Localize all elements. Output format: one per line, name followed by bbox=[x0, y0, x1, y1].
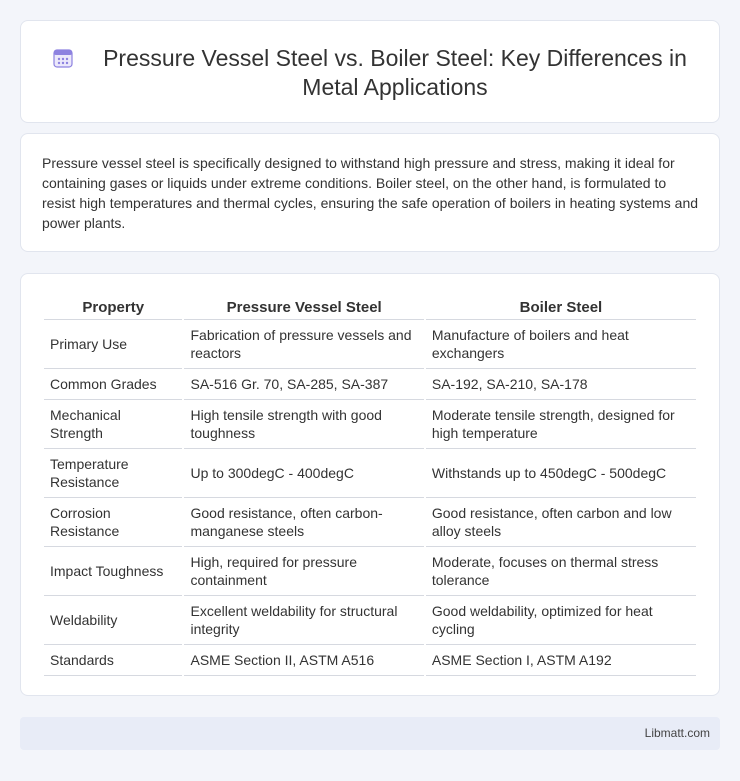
pressure-vessel-cell: High, required for pressure containment bbox=[184, 547, 423, 596]
boiler-cell: Moderate, focuses on thermal stress tolerance bbox=[426, 547, 696, 596]
boiler-cell: Good resistance, often carbon and low alloy steels bbox=[426, 498, 696, 547]
title-card bbox=[20, 20, 720, 123]
table-row bbox=[44, 547, 696, 596]
pressure-vessel-cell: Up to 300degC - 400degC bbox=[184, 449, 423, 498]
table-row bbox=[44, 498, 696, 547]
boiler-cell: Moderate tensile strength, designed for high temperature bbox=[426, 400, 696, 449]
table-row bbox=[44, 645, 696, 676]
pressure-vessel-cell: High tensile strength with good toughness bbox=[184, 400, 423, 449]
boiler-cell: Withstands up to 450degC - 500degC bbox=[426, 449, 696, 498]
header-boiler-steel: Boiler Steel bbox=[426, 294, 696, 320]
property-cell: Common Grades bbox=[44, 369, 182, 400]
table-row bbox=[44, 596, 696, 645]
pressure-vessel-cell: Good resistance, often carbon-manganese steels bbox=[184, 498, 423, 547]
page-title: Pressure Vessel Steel vs. Boiler Steel: Key Differences in Metal Applications bbox=[103, 45, 687, 100]
header-property: Property bbox=[44, 294, 182, 320]
header-pressure-vessel-steel: Pressure Vessel Steel bbox=[184, 294, 423, 320]
property-cell: Impact Toughness bbox=[44, 547, 182, 596]
table-row bbox=[44, 400, 696, 449]
comparison-table bbox=[42, 294, 698, 676]
boiler-cell: Good weldability, optimized for heat cycling bbox=[426, 596, 696, 645]
intro-card bbox=[20, 133, 720, 252]
pressure-vessel-cell: ASME Section II, ASTM A516 bbox=[184, 645, 423, 676]
boiler-cell: ASME Section I, ASTM A192 bbox=[426, 645, 696, 676]
boiler-cell: Manufacture of boilers and heat exchangers bbox=[426, 320, 696, 369]
property-cell: Temperature Resistance bbox=[44, 449, 182, 498]
property-cell: Standards bbox=[44, 645, 182, 676]
pressure-vessel-cell: Fabrication of pressure vessels and reactors bbox=[184, 320, 423, 369]
intro-text: Pressure vessel steel is specifically designed to withstand high pressure and stress, making it ideal for containing gases or liquids under extreme conditions. Boiler steel, on the other hand, is formulated to resist high temperatures and thermal cycles, ensuring the safe operation of boilers in heating systems and power plants. bbox=[42, 155, 699, 231]
footer-site-link[interactable]: Libmatt.com bbox=[644, 726, 710, 740]
property-cell: Weldability bbox=[44, 596, 182, 645]
pressure-vessel-cell: SA-516 Gr. 70, SA-285, SA-387 bbox=[184, 369, 423, 400]
property-cell: Mechanical Strength bbox=[44, 400, 182, 449]
calendar-icon bbox=[52, 47, 74, 69]
table-header-row bbox=[44, 294, 696, 320]
pressure-vessel-cell: Excellent weldability for structural integrity bbox=[184, 596, 423, 645]
table-row bbox=[44, 320, 696, 369]
table-row bbox=[44, 369, 696, 400]
boiler-cell: SA-192, SA-210, SA-178 bbox=[426, 369, 696, 400]
table-card bbox=[20, 273, 720, 696]
footer-bar bbox=[20, 717, 720, 750]
property-cell: Corrosion Resistance bbox=[44, 498, 182, 547]
property-cell: Primary Use bbox=[44, 320, 182, 369]
table-row bbox=[44, 449, 696, 498]
